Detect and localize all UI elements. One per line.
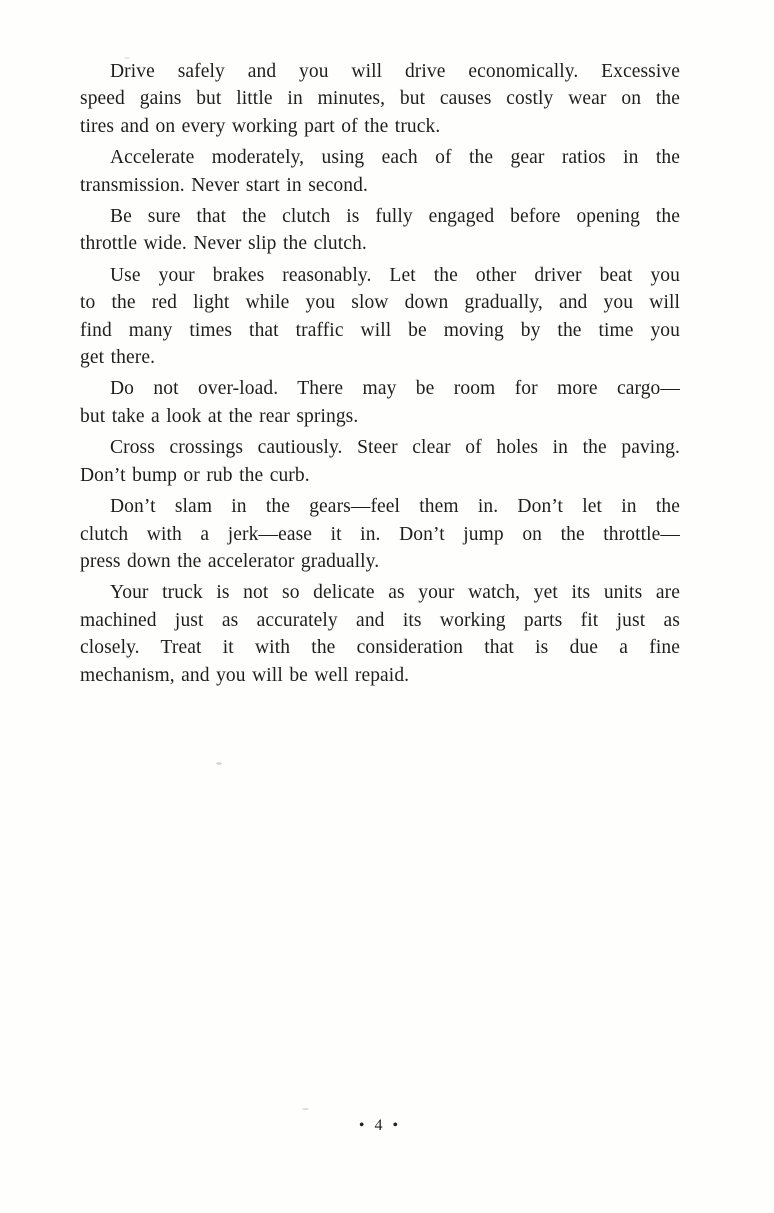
paragraph [80,58,680,140]
text-line: transmission. Never start in second. [80,174,368,196]
text-line: throttle wide. Never slip the clutch. [80,233,367,255]
paragraph [80,434,680,489]
text-line: clutch with a jerk—ease it in. Don’t jump on the throttle— [80,523,680,545]
text-line: machined just as accurately and its working parts fit just as [80,609,680,631]
text-line: Be sure that the clutch is fully engaged before opening the [110,206,680,228]
paragraph [80,203,680,258]
scan-speck [124,57,130,59]
paragraph [80,493,680,575]
text-line: press down the accelerator gradually. [80,550,380,572]
scan-speck [302,1108,309,1110]
text-line: speed gains but little in minutes, but causes costly wear on the [80,88,680,110]
text-line: Don’t slam in the gears—feel them in. Don’t let in the [110,496,680,518]
paragraph [80,375,680,430]
page-number: • 4 • [358,1117,402,1134]
body-text [80,58,680,693]
paragraph [80,144,680,199]
text-line: Use your brakes reasonably. Let the other driver beat you [110,264,680,286]
text-line: to the red light while you slow down gradually, and you will [80,292,680,314]
text-line: Drive safely and you will drive economically. Excessive [110,61,680,82]
text-line: mechanism, and you will be well repaid. [80,664,410,686]
text-line: tires and on every working part of the truck. [80,115,441,137]
text-line: Accelerate moderately, using each of the gear ratios in the [110,147,680,169]
text-line: get there. [80,347,156,369]
scan-speck [216,762,222,765]
paragraph [80,579,680,689]
paragraph [80,262,680,372]
text-line: closely. Treat it with the consideration that is due a fine [80,637,680,659]
text-line: Cross crossings cautiously. Steer clear of holes in the paving. [110,437,680,459]
text-line: Don’t bump or rub the curb. [80,464,310,486]
text-line: find many times that traffic will be moving by the time you [80,319,680,341]
text-line: but take a look at the rear springs. [80,405,359,427]
text-line: Do not over-load. There may be room for more cargo— [110,378,680,400]
text-line: Your truck is not so delicate as your watch, yet its units are [110,582,680,604]
